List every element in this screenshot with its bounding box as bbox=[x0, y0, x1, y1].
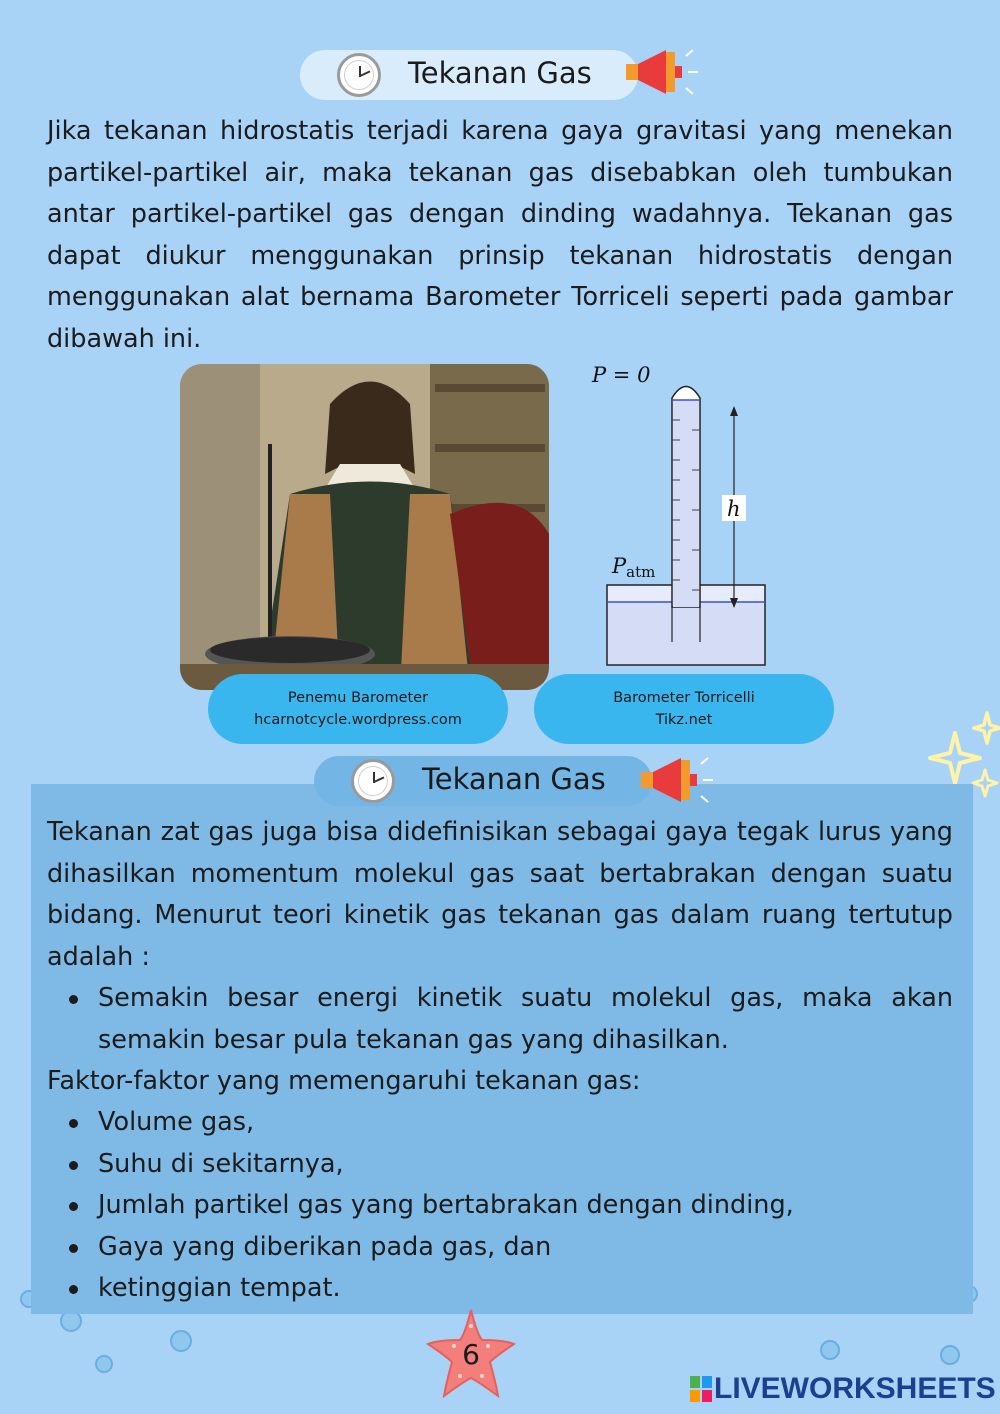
section1-title: Tekanan Gas bbox=[408, 56, 592, 90]
section2-paragraph: Tekanan zat gas juga bisa didefinisikan sebagai gaya tegak lurus yang dihasilkan momentum molekul gas saat bertabrakan dengan suatu bidang. Menurut teori kinetik gas tekanan gas dalam ruang tertutup adalah : bbox=[47, 817, 953, 972]
left-caption-line1: Penemu Barometer bbox=[287, 690, 429, 706]
label-p-zero: P = 0 bbox=[592, 363, 651, 387]
list-item: Gaya yang diberikan pada gas, dan bbox=[47, 1227, 953, 1269]
brand-name: LIVEWORKSHEETS bbox=[714, 1372, 996, 1405]
clock-icon bbox=[337, 53, 381, 97]
left-caption-line2: hcarnotcycle.wordpress.com bbox=[254, 712, 462, 728]
factors-intro: Faktor-faktor yang memengaruhi tekanan gas: bbox=[47, 1066, 641, 1096]
barometer-diagram bbox=[580, 360, 780, 670]
page-number: 6 bbox=[462, 1338, 480, 1371]
label-p-atm: P bbox=[612, 554, 627, 578]
kinetic-theory-list bbox=[47, 978, 953, 1061]
factors-list bbox=[47, 1102, 953, 1310]
section1-header bbox=[300, 50, 638, 100]
torricelli-portrait-image bbox=[180, 364, 549, 690]
megaphone-icon bbox=[622, 44, 702, 100]
section1-paragraph: Jika tekanan hidrostatis terjadi karena gaya gravitasi yang menekan partikel-partikel air, maka tekanan gas disebabkan oleh tumbukan antar partikel-partikel gas dengan dinding wadahnya. Tekanan gas dapat diukur menggunakan prinsip tekanan hidrostatis dengan menggunakan alat bernama Barometer Torriceli seperti pada gambar dibawah ini. bbox=[47, 116, 953, 354]
list-item: Suhu di sekitarnya, bbox=[47, 1144, 953, 1186]
list-item: ketinggian tempat. bbox=[47, 1268, 953, 1310]
clock-icon bbox=[351, 759, 395, 803]
section2-title: Tekanan Gas bbox=[422, 762, 606, 796]
list-item: Jumlah partikel gas yang bertabrakan dengan dinding, bbox=[47, 1185, 953, 1227]
left-figure-caption bbox=[208, 674, 508, 744]
right-caption-line1: Barometer Torricelli bbox=[613, 690, 755, 706]
right-figure-caption bbox=[534, 674, 834, 744]
right-caption-line2: Tikz.net bbox=[655, 712, 713, 728]
svg-text:Patm bbox=[611, 554, 655, 581]
section2-header bbox=[314, 756, 652, 806]
list-item: Semakin besar energi kinetik suatu molekul gas, maka akan semakin besar pula tekanan gas yang dihasilkan. bbox=[47, 978, 953, 1061]
megaphone-icon bbox=[637, 752, 717, 808]
label-h: h bbox=[727, 497, 741, 521]
liveworksheets-mark-icon bbox=[690, 1376, 712, 1402]
list-item: Volume gas, bbox=[47, 1102, 953, 1144]
label-p-atm-subscript: atm bbox=[626, 563, 656, 581]
liveworksheets-logo bbox=[690, 1372, 996, 1406]
